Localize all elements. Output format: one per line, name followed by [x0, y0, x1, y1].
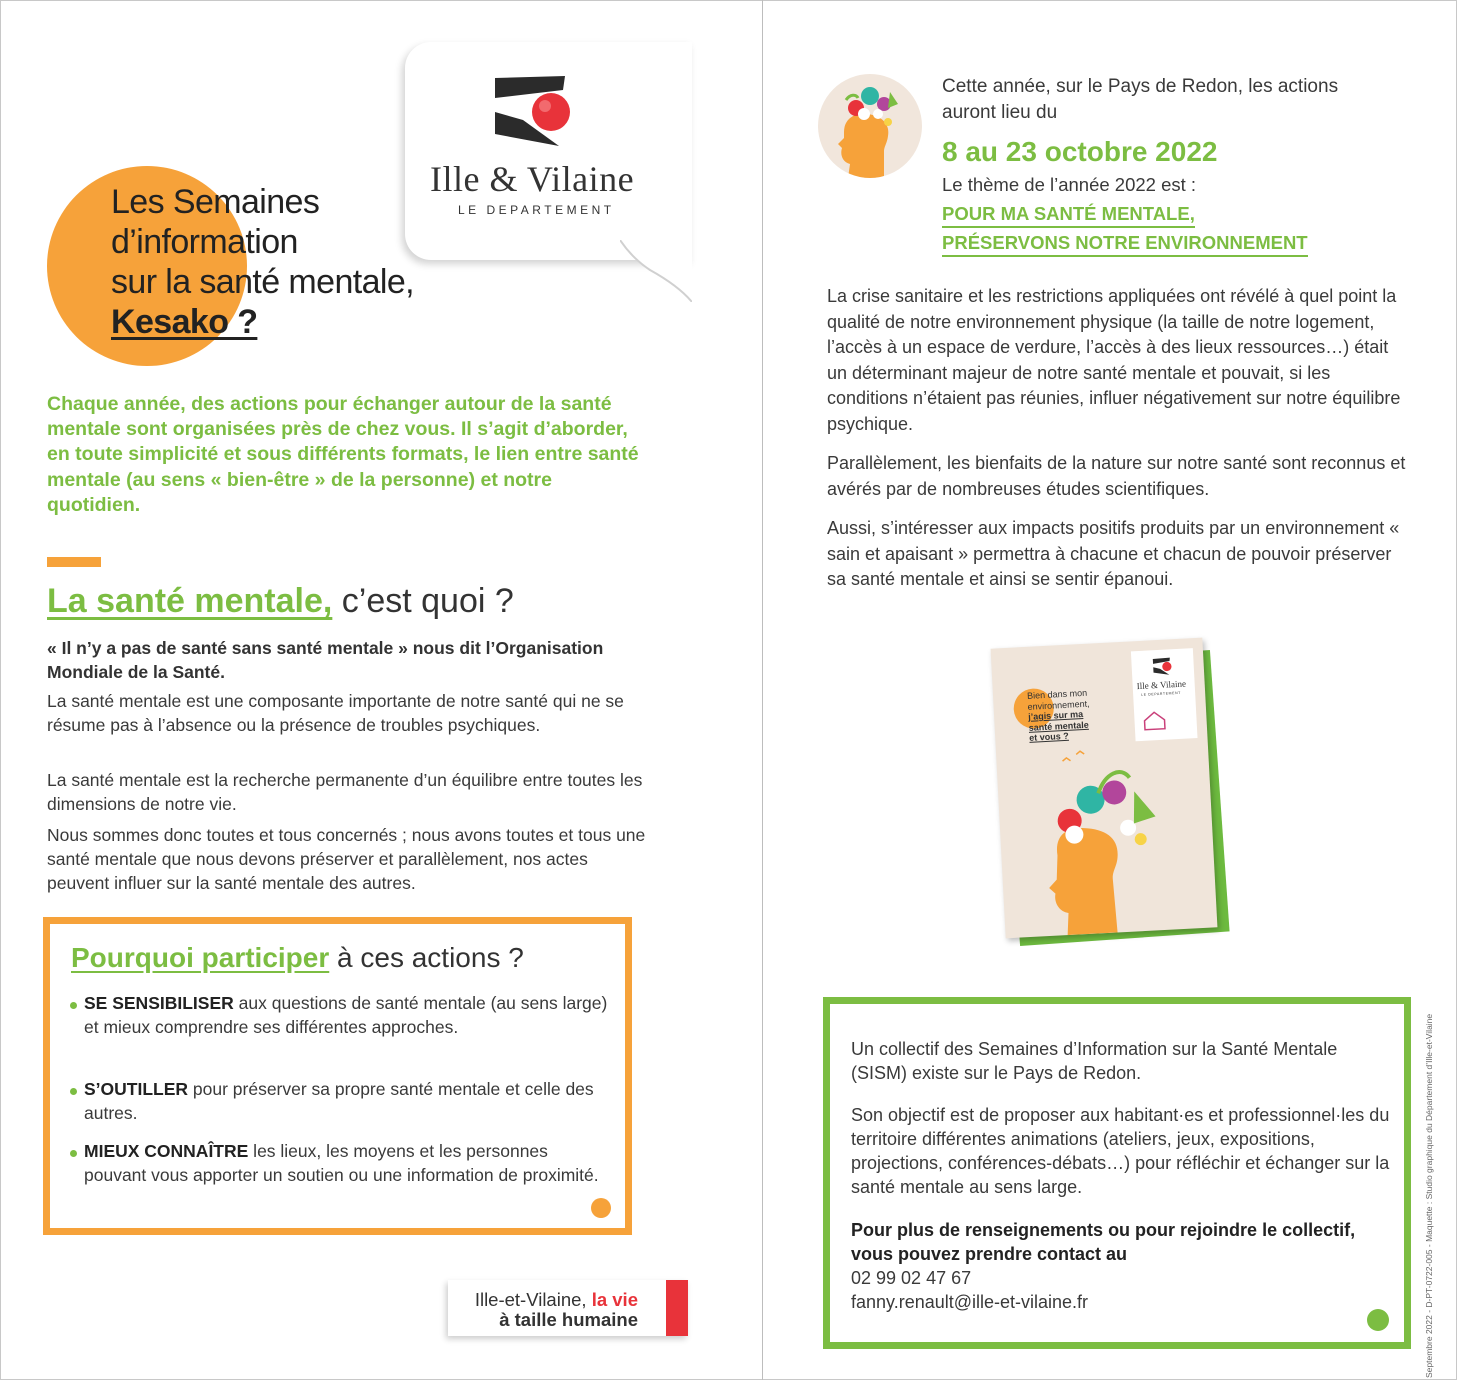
bullet-keyword: SE SENSIBILISER [84, 993, 234, 1013]
section-heading-rest: c’est quoi ? [332, 582, 514, 620]
tagline-card [448, 1280, 688, 1336]
bullet-item [70, 1077, 615, 1125]
green-corner-dot [1367, 1309, 1389, 1331]
why-heading-rest: à ces actions ? [329, 942, 524, 973]
why-heading-bold: Pourquoi participer [71, 942, 330, 973]
title-line: Les Semaines [111, 183, 320, 221]
contact-email[interactable]: fanny.renault@ille-et-vilaine.fr [851, 1292, 1089, 1312]
bullet-dot [70, 1002, 77, 1009]
section-heading-what-is [47, 582, 514, 621]
tagline-red-bar [666, 1280, 688, 1336]
page-title [111, 182, 414, 342]
body-paragraph: La crise sanitaire et les restrictions appliquées ont révélé à quel point la qualité de notre environnement physique (la taille de notre logement, l’accès à un espace de verdure, l’accès à des lieux ressources…) était un déterminant majeur de notre santé mentale et pouvait, si les conditions n’étaient pas réunies, influer négativement sur notre équilibre psychique. [827, 286, 1401, 434]
booklet-title-line: environnement, [1027, 698, 1090, 712]
title-line: d’information [111, 223, 298, 261]
booklet-title-line: et vous ? [1029, 730, 1069, 743]
bullet-item [70, 991, 615, 1039]
info-paragraph: Un collectif des Semaines d’Information sur la Santé Mentale (SISM) existe sur le Pays de Redon. [851, 1039, 1338, 1083]
tagline-prefix: Ille-et-Vilaine, [474, 1289, 592, 1310]
intro-line: Cette année, sur le Pays de Redon, les actions [942, 76, 1339, 97]
booklet-title-line: j’agis sur ma [1027, 708, 1084, 722]
tagline-red: la vie [591, 1289, 638, 1310]
body-paragraph: Nous sommes donc toutes et tous concernés ; nous avons toutes et tous une santé mentale que nous devons préserver et parallèlement, nos actes peuvent influer sur la santé mentale des autres. [47, 825, 646, 893]
body-paragraph: La santé mentale est une composante importante de notre santé qui ne se résume pas à l’absence ou la présence de troubles psychiques. [47, 691, 624, 735]
logo-card-tail [620, 240, 692, 302]
logo-subtitle: LE DEPARTEMENT [458, 203, 615, 217]
booklet-title-line: santé mentale [1028, 719, 1089, 733]
ille-et-vilaine-logo-mark [493, 76, 575, 148]
intro-line: auront lieu du [942, 102, 1058, 123]
body-paragraph: Parallèlement, les bienfaits de la nature sur notre santé sont reconnus et avérés par de nombreuses études scientifiques. [827, 453, 1406, 499]
bullet-item [70, 1139, 615, 1187]
bullet-text: aux questions de santé mentale (au sens large) et mieux comprendre ses différentes approches. [84, 993, 608, 1037]
bullet-dot [70, 1088, 77, 1095]
head-flowers-icon [818, 74, 922, 178]
title-kesako: Kesako ? [111, 303, 258, 341]
why-heading [71, 942, 524, 974]
contact-block [851, 1218, 1391, 1314]
bullet-dot [70, 1150, 77, 1157]
fold-divider [762, 0, 763, 1380]
booklet-head-illustration [991, 638, 1218, 939]
info-paragraph: Son objectif est de proposer aux habitant·es et professionnel·les du territoire différentes animations (ateliers, jeux, expositions, projections, conférences-débats…) pour réfléchir et échanger sur la santé mentale au sens large. [851, 1105, 1390, 1197]
body-paragraph: Aussi, s’intéresser aux impacts positifs produits par un environnement « sain et apaisant » permettra à chacune et chacun de pouvoir préserver sa santé mentale et ainsi se sentir épanoui. [827, 518, 1400, 590]
booklet-logo-name: Ille & Vilaine [1136, 678, 1187, 692]
section-heading-bold: La santé mentale, [47, 582, 333, 620]
section-accent-bar [47, 557, 101, 567]
contact-intro: Pour plus de renseignements ou pour rejoindre le collectif, vous pouvez prendre contact au [851, 1220, 1356, 1264]
theme-line: PRÉSERVONS NOTRE ENVIRONNEMENT [942, 230, 1308, 257]
bullet-keyword: S’OUTILLER [84, 1079, 189, 1099]
logo-name: Ille & Vilaine [430, 159, 635, 199]
head-illustration-icon [818, 74, 922, 178]
booklet-logo-sub: LE DEPARTEMENT [1141, 690, 1182, 697]
tagline-line2: à taille humaine [499, 1309, 638, 1330]
orange-corner-dot [591, 1198, 611, 1218]
event-dates: 8 au 23 octobre 2022 [942, 136, 1218, 167]
who-quote: « Il n’y a pas de santé sans santé mentale » nous dit l’Organisation Mondiale de la Santé. [47, 638, 604, 682]
theme-intro: Le thème de l’année 2022 est : [942, 174, 1197, 195]
tagline-text [475, 1290, 638, 1330]
bullet-keyword: MIEUX CONNAÎTRE [84, 1141, 249, 1161]
booklet-cover-image [991, 638, 1218, 939]
body-paragraph: La santé mentale est la recherche permanente d’un équilibre entre toutes les dimensions de notre vie. [47, 770, 643, 814]
contact-phone[interactable]: 02 99 02 47 67 [851, 1268, 972, 1288]
theme-line: POUR MA SANTÉ MENTALE, [942, 201, 1195, 228]
booklet-title-line: Bien dans mon [1026, 687, 1088, 701]
title-line: sur la santé mentale, [111, 263, 415, 301]
bullet-text: pour préserver sa propre santé mentale et celle des autres. [84, 1079, 594, 1123]
intro-paragraph: Chaque année, des actions pour échanger autour de la santé mentale sont organisées près de chez vous. Il s’agit d’aborder, en toute simplicité et sous différents formats, le lien entre santé mentale (au sens « bien-être » de la personne) et notre quotidien. [47, 393, 639, 516]
bullet-text: les lieux, les moyens et les personnes pouvant vous apporter un soutien ou une information de proximité. [84, 1141, 599, 1185]
credit-line: Septembre 2022 - D-PT-0722-005 - Maquette : Studio graphique du Département d’Ille-et-Vilaine [1424, 1013, 1434, 1378]
logo-card [405, 42, 692, 260]
